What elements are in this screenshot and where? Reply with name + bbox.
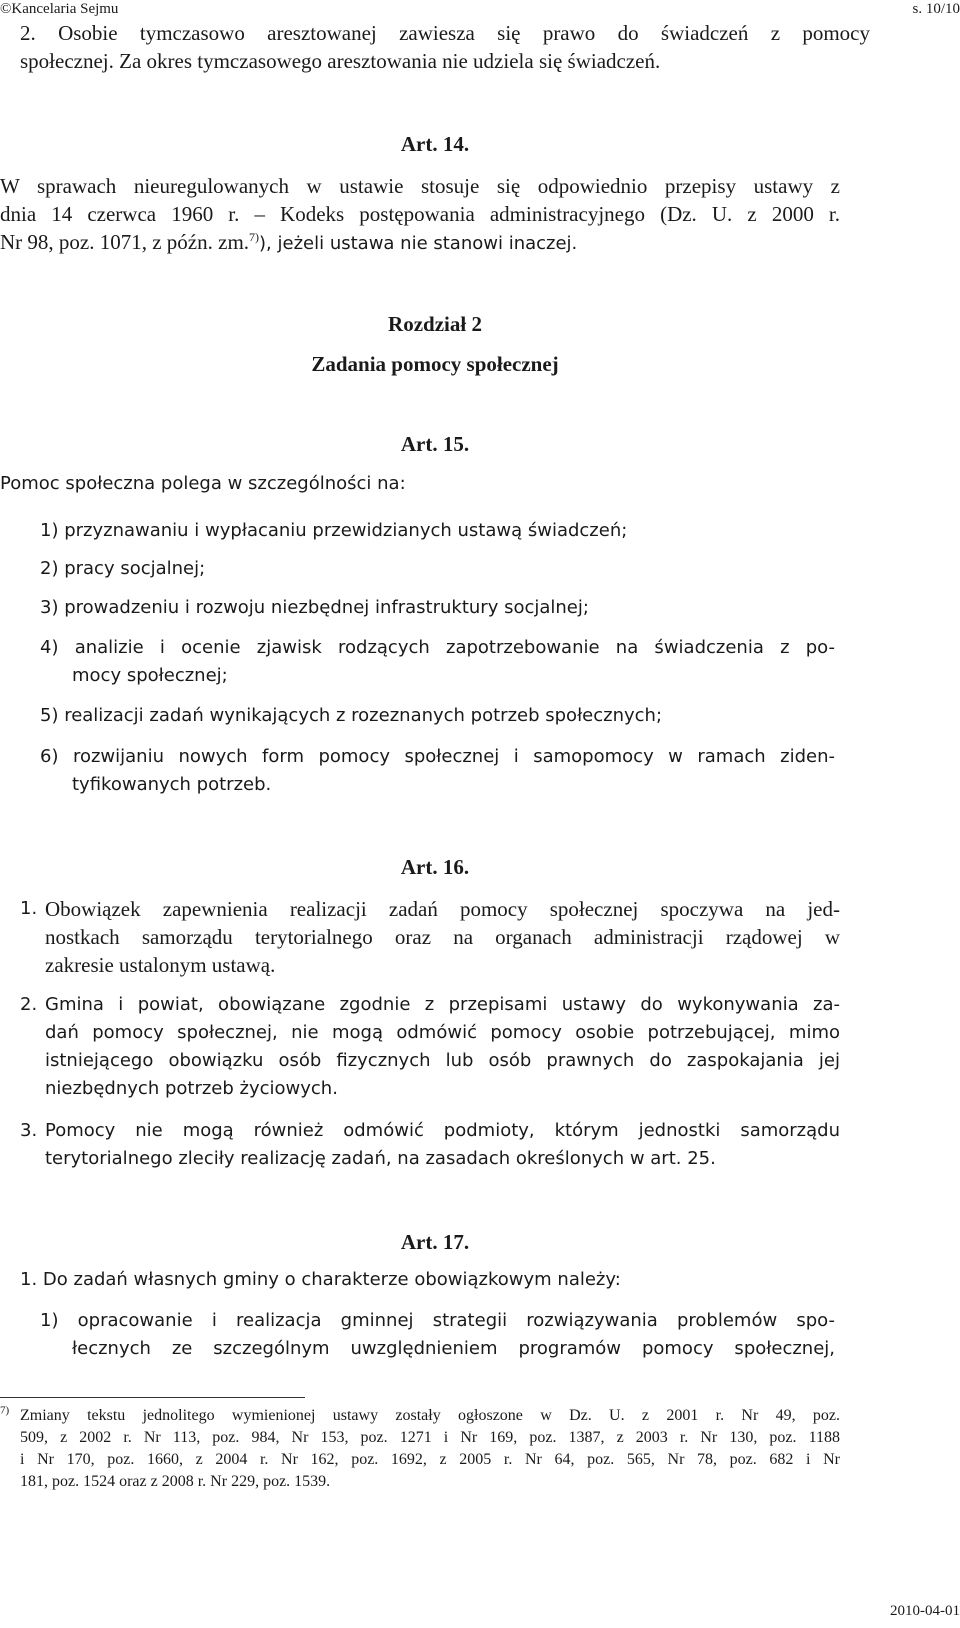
art16-p1-line3: zakresie ustalonym ustawą. [45, 953, 276, 977]
footnote-separator [0, 1397, 305, 1398]
art13-p2-line1: 2. Osobie tymczasowo aresztowanej zawiesza się prawo do świadczeń z pomocy [20, 21, 870, 45]
art16-p3-line2: terytorialnego zleciły realizację zadań, na zasadach określonych w art. 25. [45, 1148, 716, 1169]
art15-item5: 5) realizacji zadań wynikających z rozeznanych potrzeb społecznych; [40, 705, 663, 726]
art16-p2-line2: dań pomocy społecznej, nie mogą odmówić pomocy osobie potrzebującej, mimo [45, 1022, 840, 1043]
footnote-line4: 181, poz. 1524 oraz z 2008 r. Nr 229, poz. 1539. [20, 1473, 331, 1490]
art15-item1: 1) przyznawaniu i wypłacaniu przewidzianych ustawą świadczeń; [40, 520, 628, 541]
chapter-title: Zadania pomocy społecznej [311, 352, 559, 376]
art14-line1: W sprawach nieuregulowanych w ustawie stosuje się odpowiednio przepisy ustawy z [0, 174, 840, 198]
art14-line2: dnia 14 czerwca 1960 r. – Kodeks postępowania administracyjnego (Dz. U. z 2000 r. [0, 202, 840, 226]
art14-heading: Art. 14. [400, 132, 470, 156]
art15-item6-line1: 6) rozwijaniu nowych form pomocy społecznej i samopomocy w ramach ziden- [40, 746, 835, 767]
art15-heading: Art. 15. [400, 432, 470, 456]
art14-line3-text-a: Nr 98, poz. 1071, z późn. zm. [0, 230, 250, 254]
art16-p1-line2: nostkach samorządu terytorialnego oraz na organach administracji rządowej w [45, 925, 840, 949]
art16-p1-line1: Obowiązek zapewnienia realizacji zadań pomocy społecznej spoczywa na jed- [45, 897, 840, 921]
footnote-line1: Zmiany tekstu jednolitego wymienionej ustawy zostały ogłoszone w Dz. U. z 2001 r. Nr 49, poz. [20, 1407, 840, 1424]
art16-heading: Art. 16. [400, 855, 470, 879]
art13-p2-line2: społecznej. Za okres tymczasowego aresztowania nie udziela się świadczeń. [20, 49, 661, 73]
art14-line3-text-b: ), jeżeli ustawa nie stanowi inaczej. [259, 233, 578, 254]
document-date: 2010-04-01 [890, 1603, 960, 1619]
art16-p3-number: 3. [20, 1120, 38, 1141]
art15-item4-line1: 4) analizie i ocenie zjawisk rodzących zapotrzebowanie na świadczenia z po- [40, 637, 835, 658]
art15-item3: 3) prowadzeniu i rozwoju niezbędnej infrastruktury socjalnej; [40, 597, 589, 618]
art16-p1-number: 1. [20, 898, 38, 919]
art16-p2-line3: istniejącego obowiązku osób fizycznych lub osób prawnych do zaspokajania jej [45, 1050, 840, 1071]
art14-line3 [0, 228, 577, 258]
footnote-marker-label: 7) [0, 1404, 10, 1417]
footnote-line2: 509, z 2002 r. Nr 113, poz. 984, Nr 153, poz. 1271 i Nr 169, poz. 1387, z 2003 r. Nr 130, poz. 1188 [20, 1429, 840, 1446]
art16-p2-line1: Gmina i powiat, obowiązane zgodnie z przepisami ustawy do wykonywania za- [45, 994, 840, 1015]
footnote-line3: i Nr 170, poz. 1660, z 2004 r. Nr 162, poz. 1692, z 2005 r. Nr 64, poz. 565, Nr 78, poz. 682 i Nr [20, 1451, 840, 1468]
art15-item6-line2: tyfikowanych potrzeb. [72, 774, 272, 795]
art15-item2: 2) pracy socjalnej; [40, 558, 206, 579]
art15-item4-line2: mocy społecznej; [72, 665, 228, 686]
header-page-number: s. 10/10 [912, 1, 960, 17]
art17-p1: 1. Do zadań własnych gminy o charakterze obowiązkowym należy: [20, 1269, 621, 1290]
art17-item1-line1: 1) opracowanie i realizacja gminnej strategii rozwiązywania problemów spo- [40, 1310, 835, 1331]
art17-heading: Art. 17. [400, 1230, 470, 1254]
footnote-marker [0, 1405, 9, 1427]
art16-p2-number: 2. [20, 994, 38, 1015]
footnote-ref-7[interactable]: 7) [249, 230, 260, 244]
header-publisher: ©Kancelaria Sejmu [0, 1, 119, 17]
chapter-number: Rozdział 2 [388, 312, 482, 336]
art17-item1-line2: łecznych ze szczególnym uwzględnieniem programów pomocy społecznej, [72, 1338, 835, 1359]
art16-p3-line1: Pomocy nie mogą również odmówić podmioty, którym jednostki samorządu [45, 1120, 840, 1141]
art16-p2-line4: niezbędnych potrzeb życiowych. [45, 1078, 338, 1099]
art15-intro: Pomoc społeczna polega w szczególności na: [0, 473, 406, 494]
